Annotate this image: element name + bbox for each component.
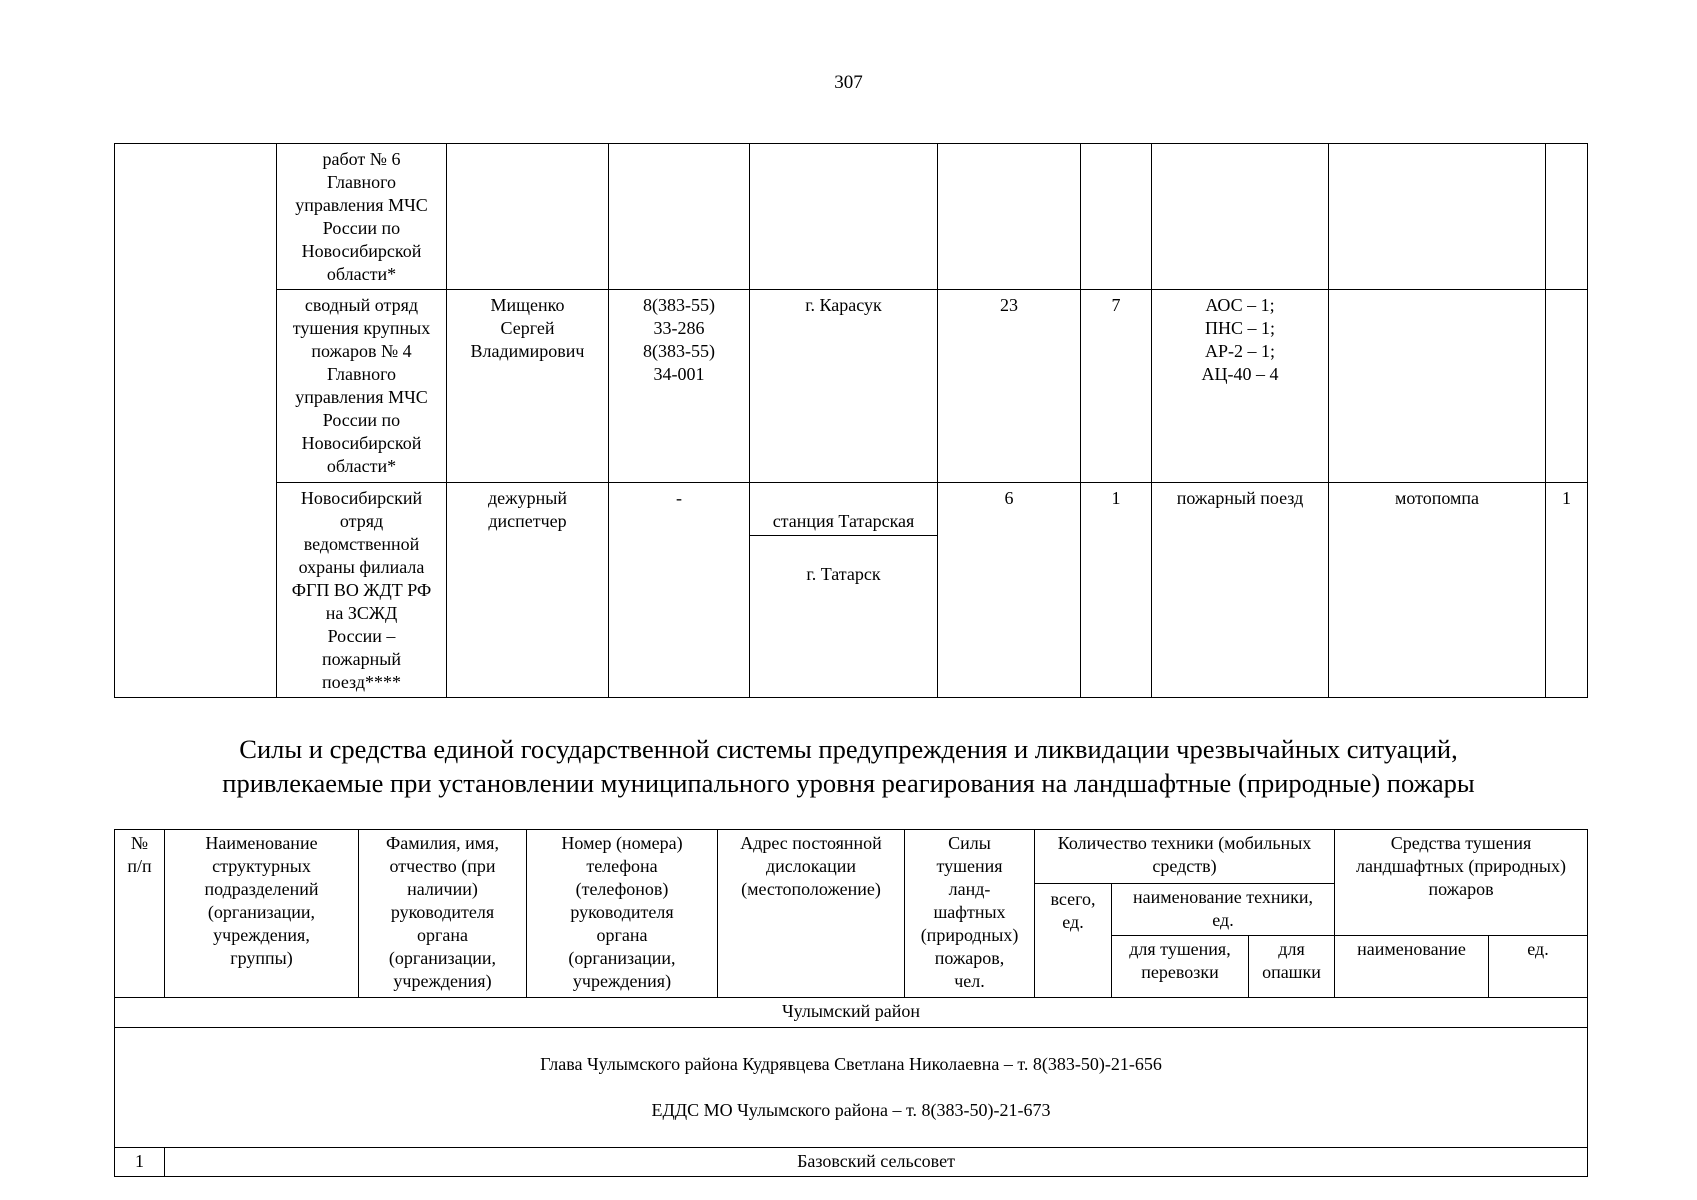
table-cell-unit: работ № 6 Главного управления МЧС России по Новосибирской области* xyxy=(277,144,447,290)
address-station: станция Татарская xyxy=(750,506,937,536)
table-cell-forces: 23 xyxy=(938,290,1081,483)
header-equip-name: наименование техники, ед. xyxy=(1112,884,1335,936)
address-city: г. Татарск xyxy=(806,564,881,584)
table-cell-phone: - xyxy=(609,483,750,698)
header-for-plow: для опашки xyxy=(1249,936,1335,998)
table-cell-means: мотопомпа xyxy=(1329,483,1546,698)
header-name: Наименование структурных подразделений (организации, учреждения, группы) xyxy=(165,830,359,998)
header-means-name: наименование xyxy=(1335,936,1489,998)
heading-line-2: привлекаемые при установлении муниципального уровня реагирования на ландшафтные (природные) пожары xyxy=(222,768,1475,798)
table-row xyxy=(115,290,1588,483)
table-cell-unit: Новосибирский отряд ведомственной охраны филиала ФГП ВО ЖДТ РФ на ЗСЖД России – пожарный поезд**** xyxy=(277,483,447,698)
table-cell-equipment xyxy=(1152,144,1329,290)
contacts-row xyxy=(115,1028,1588,1148)
header-row xyxy=(115,830,1588,884)
header-equipment: Количество техники (мобильных средств) xyxy=(1035,830,1335,884)
table-row xyxy=(115,1148,1588,1177)
table-cell-empty xyxy=(115,144,277,698)
header-means-unit: ед. xyxy=(1489,936,1588,998)
continuation-table xyxy=(114,143,1588,698)
table-cell-phone xyxy=(609,144,750,290)
header-for-fire: для тушения, перевозки xyxy=(1112,936,1249,998)
page-number: 307 xyxy=(834,72,863,93)
table-cell-address: г. Карасук xyxy=(750,290,938,483)
table-cell-head: дежурный диспетчер xyxy=(447,483,609,698)
table-cell-address xyxy=(750,144,938,290)
table-cell-total xyxy=(1081,144,1152,290)
table-cell-head xyxy=(447,144,609,290)
table-cell-head: Мищенко Сергей Владимирович xyxy=(447,290,609,483)
table-cell-means xyxy=(1329,290,1546,483)
district-row xyxy=(115,998,1588,1028)
header-forces: Силы тушения ланд- шафтных (природных) пожаров, чел. xyxy=(905,830,1035,998)
table-cell-phone: 8(383-55) 33-286 8(383-55) 34-001 xyxy=(609,290,750,483)
table-cell-total: 1 xyxy=(1081,483,1152,698)
header-phone: Номер (номера) телефона (телефонов) руководителя органа (организации, учреждения) xyxy=(527,830,718,998)
table-cell-equipment: пожарный поезд xyxy=(1152,483,1329,698)
table-cell-units: 1 xyxy=(1546,483,1588,698)
table-cell-means xyxy=(1329,144,1546,290)
header-address: Адрес постоянной дислокации (местоположение) xyxy=(718,830,905,998)
district-name: Чулымский район xyxy=(115,998,1588,1028)
contacts-edds: ЕДДС МО Чулымского района – т. 8(383-50)-21-673 xyxy=(651,1100,1051,1120)
table-cell-units xyxy=(1546,144,1588,290)
header-means: Средства тушения ландшафтных (природных) пожаров xyxy=(1335,830,1588,936)
contacts-head: Глава Чулымского района Кудрявцева Светлана Николаевна – т. 8(383-50)-21-656 xyxy=(540,1054,1162,1074)
table-cell-units xyxy=(1546,290,1588,483)
table-cell-forces xyxy=(938,144,1081,290)
header-total: всего, ед. xyxy=(1035,884,1112,998)
table-cell-address xyxy=(750,483,938,698)
table-cell-unit: сводный отряд тушения крупных пожаров № 4 Главного управления МЧС России по Новосибирской области* xyxy=(277,290,447,483)
table-cell-equipment: АОС – 1; ПНС – 1; АР-2 – 1; АЦ-40 – 4 xyxy=(1152,290,1329,483)
header-head: Фамилия, имя, отчество (при наличии) руководителя органа (организации, учреждения) xyxy=(359,830,527,998)
table-row xyxy=(115,483,1588,698)
table-cell-total: 7 xyxy=(1081,290,1152,483)
district-contacts xyxy=(115,1028,1588,1148)
table-row xyxy=(115,144,1588,290)
table-cell-forces: 6 xyxy=(938,483,1081,698)
header-num: № п/п xyxy=(115,830,165,998)
row-num: 1 xyxy=(115,1148,165,1177)
heading-line-1: Силы и средства единой государственной системы предупреждения и ликвидации чрезвычайных ситуаций, xyxy=(239,734,1458,764)
forces-table xyxy=(114,829,1588,1177)
section-heading xyxy=(0,732,1697,800)
row-name: Базовский сельсовет xyxy=(165,1148,1588,1177)
